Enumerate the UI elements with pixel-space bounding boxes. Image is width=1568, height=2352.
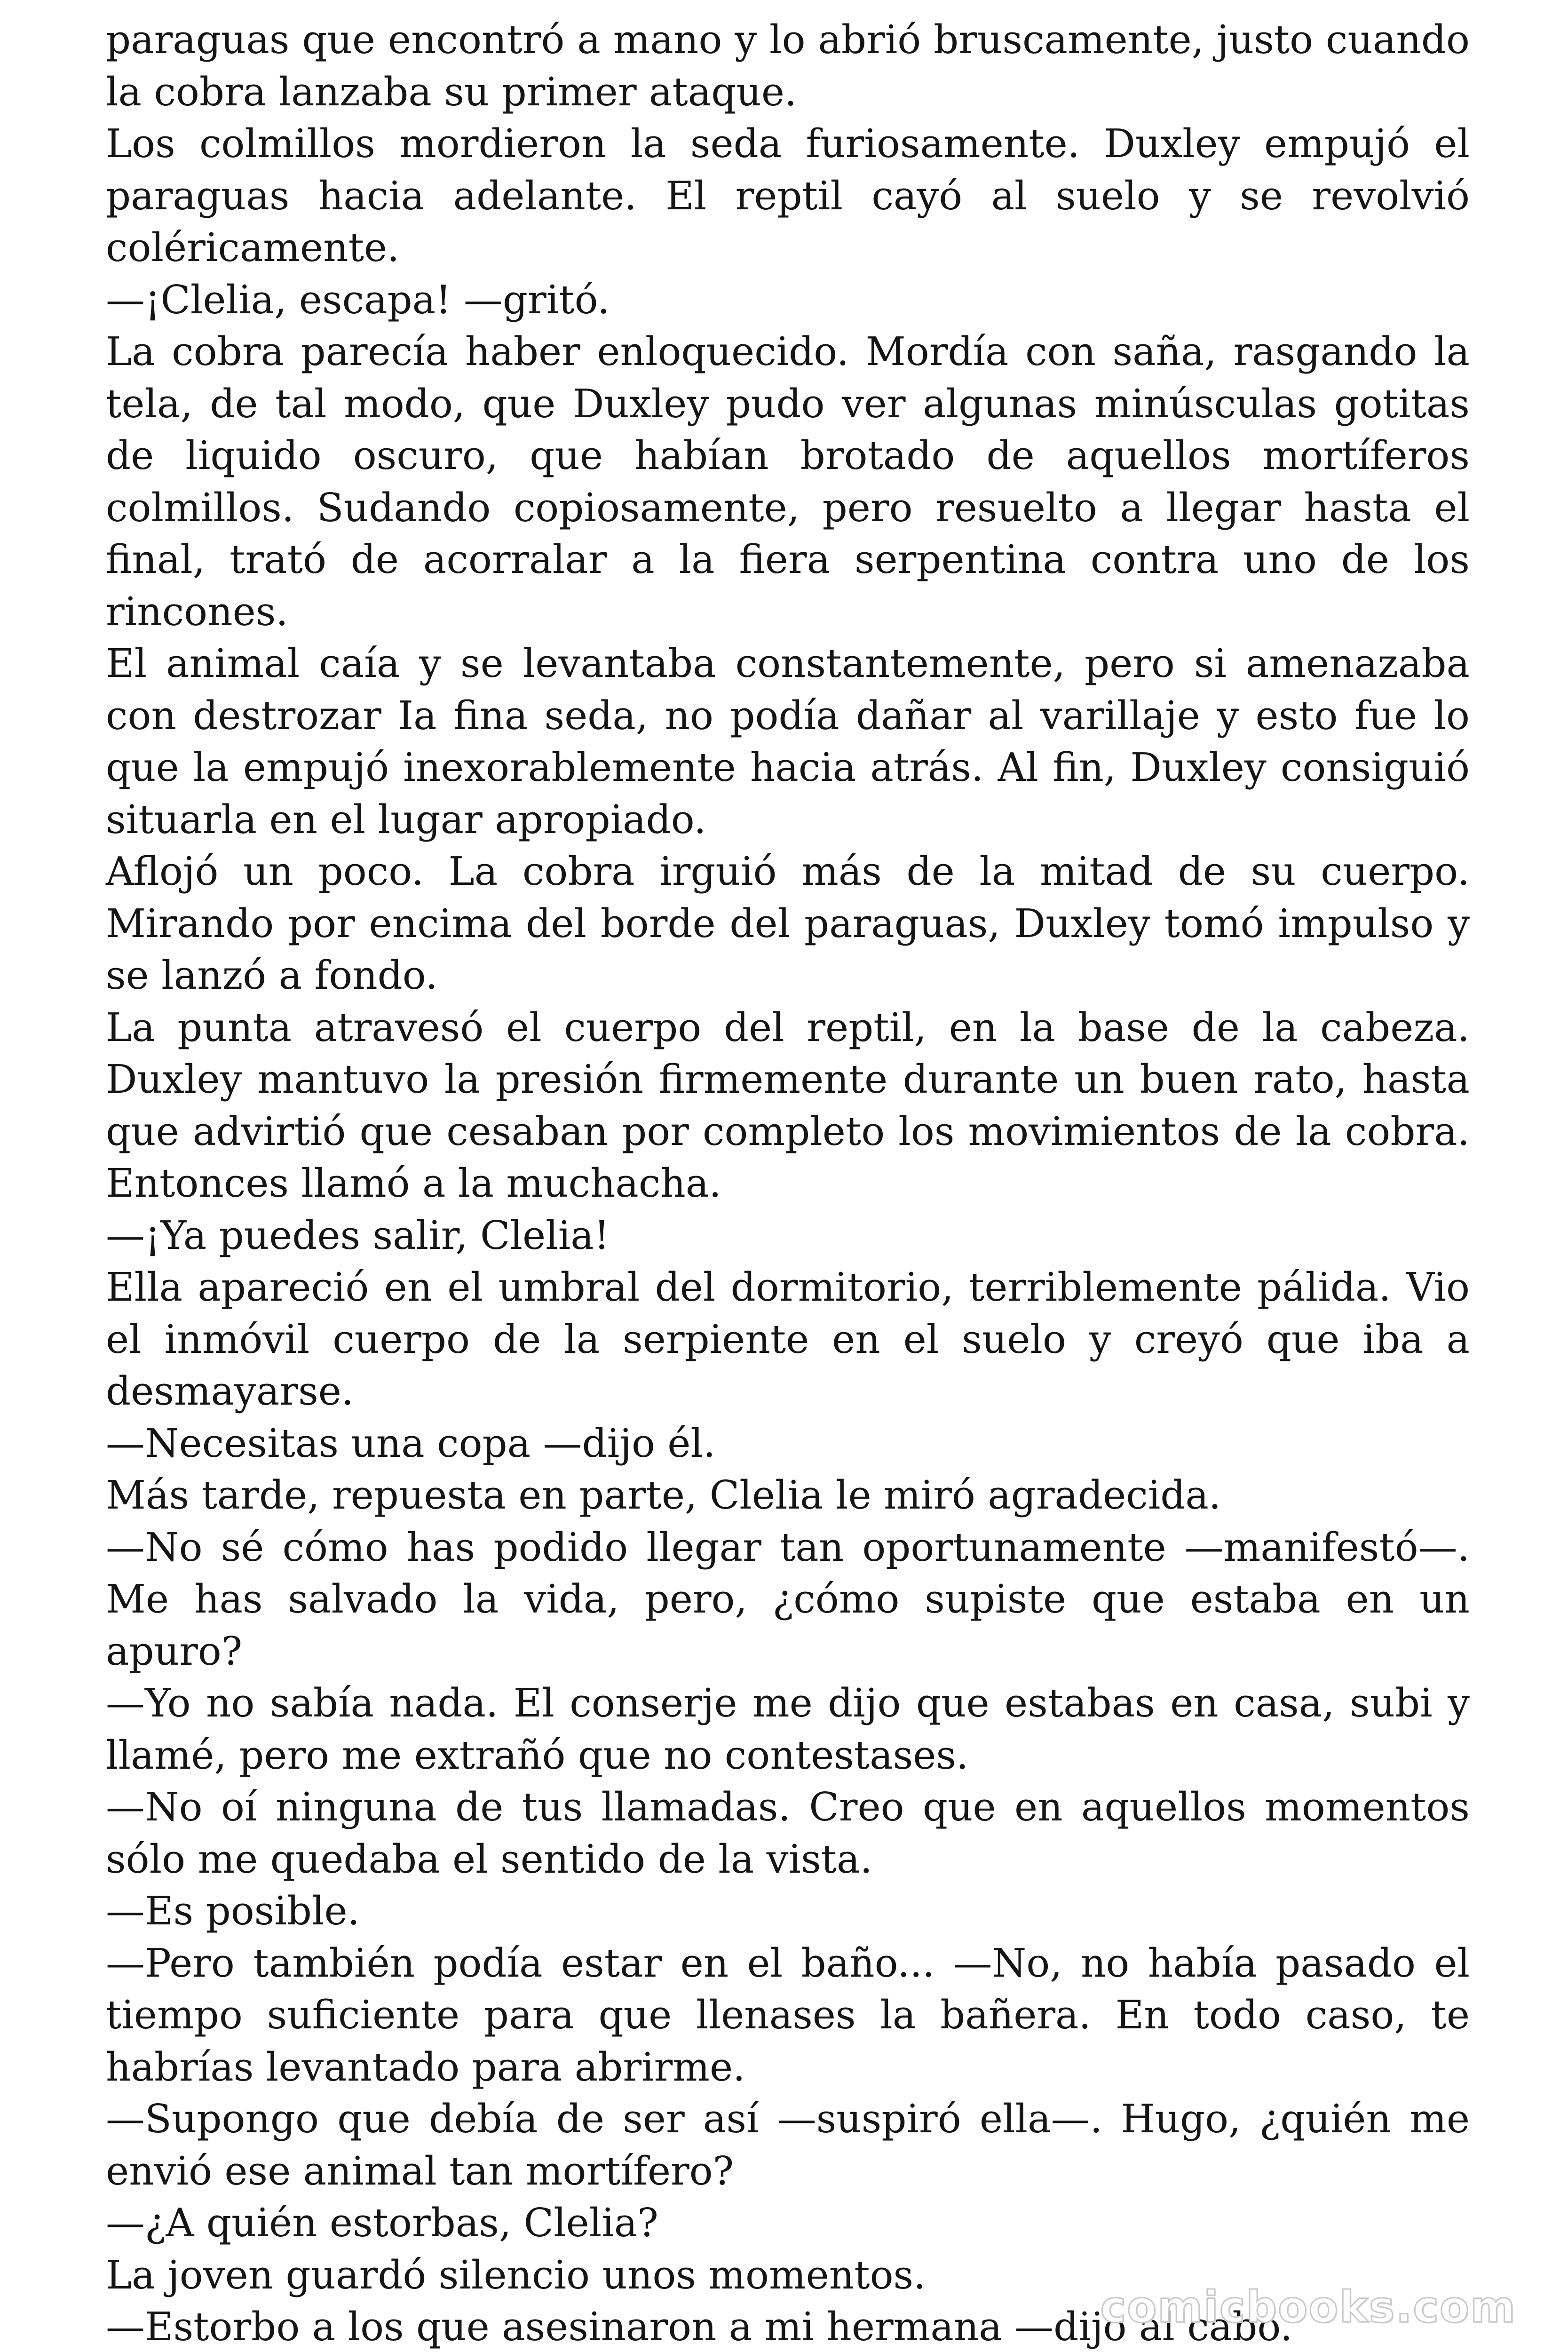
- paragraph: Aflojó un poco. La cobra irguió más de la mitad de su cuerpo. Mirando por encima del borde del paraguas, Duxley tomó impulso y se lanzó a fondo.: [106, 849, 1470, 998]
- watermark: comicbooks.com: [1100, 2282, 1516, 2332]
- paragraph: Ella apareció en el umbral del dormitorio, terriblemente pálida. Vio el inmóvil cuerpo de la serpiente en el suelo y creyó que iba a desmayarse.: [106, 1264, 1470, 1414]
- page-body: [106, 14, 1470, 2352]
- dialogue-line: —¿A quién estorbas, Clelia?: [106, 2200, 658, 2246]
- paragraph: paraguas que encontró a mano y lo abrió bruscamente, justo cuando la cobra lanzaba su primer ataque.: [106, 17, 1470, 115]
- paragraph: El animal caía y se levantaba constantemente, pero si amenazaba con destrozar Ia fina seda, no podía dañar al varillaje y esto fue lo que la empujó inexorablemente hacia atrás. Al fin, Duxley consiguió situarla en el lugar apropiado.: [106, 641, 1470, 842]
- dialogue-line: —No sé cómo has podido llegar tan oportunamente —manifestó—. Me has salvado la vida, pero, ¿cómo supiste que estaba en un apuro?: [106, 1524, 1470, 1674]
- paragraph: La punta atravesó el cuerpo del reptil, en la base de la cabeza. Duxley mantuvo la presión firmemente durante un buen rato, hasta que advirtió que cesaban por completo los movimientos de la cobra. Entonces llamó a la muchacha.: [106, 1004, 1470, 1206]
- dialogue-line: —Supongo que debía de ser así —suspiró ella—. Hugo, ¿quién me envió ese animal tan mortífero?: [106, 2096, 1470, 2194]
- paragraph: Más tarde, repuesta en parte, Clelia le miró agradecida.: [106, 1472, 1221, 1518]
- dialogue-line: —¡Ya puedes salir, Clelia!: [106, 1212, 610, 1258]
- paragraph: Los colmillos mordieron la seda furiosamente. Duxley empujó el paraguas hacia adelante. El reptil cayó al suelo y se revolvió coléricamente.: [106, 121, 1470, 270]
- dialogue-line: —¡Clelia, escapa! —gritó.: [106, 277, 610, 323]
- dialogue-line: —Necesitas una copa —dijo él.: [106, 1420, 716, 1466]
- paragraph: La joven guardó silencio unos momentos.: [106, 2252, 926, 2298]
- dialogue-line: —No oí ninguna de tus llamadas. Creo que en aquellos momentos sólo me quedaba el sentido de la vista.: [106, 1784, 1470, 1882]
- dialogue-line: —Pero también podía estar en el baño... —No, no había pasado el tiempo suficiente para que llenases la bañera. En todo caso, te habrías levantado para abrirme.: [106, 1940, 1470, 2090]
- paragraph: La cobra parecía haber enloquecido. Mordía con saña, rasgando la tela, de tal modo, que Duxley pudo ver algunas minúsculas gotitas de liquido oscuro, que habían brotado de aquellos mortíferos colmillos. Sudando copiosamente, pero resuelto a llegar hasta el final, trató de acorralar a la fiera serpentina contra uno de los rincones.: [106, 329, 1470, 635]
- dialogue-line: —Yo no sabía nada. El conserje me dijo que estabas en casa, subi y llamé, pero me extrañó que no contestases.: [106, 1680, 1470, 1778]
- dialogue-line: —Estorbo a los que asesinaron a mi hermana —dijo al cabo.: [106, 2304, 1293, 2350]
- dialogue-line: —Es posible.: [106, 1888, 360, 1934]
